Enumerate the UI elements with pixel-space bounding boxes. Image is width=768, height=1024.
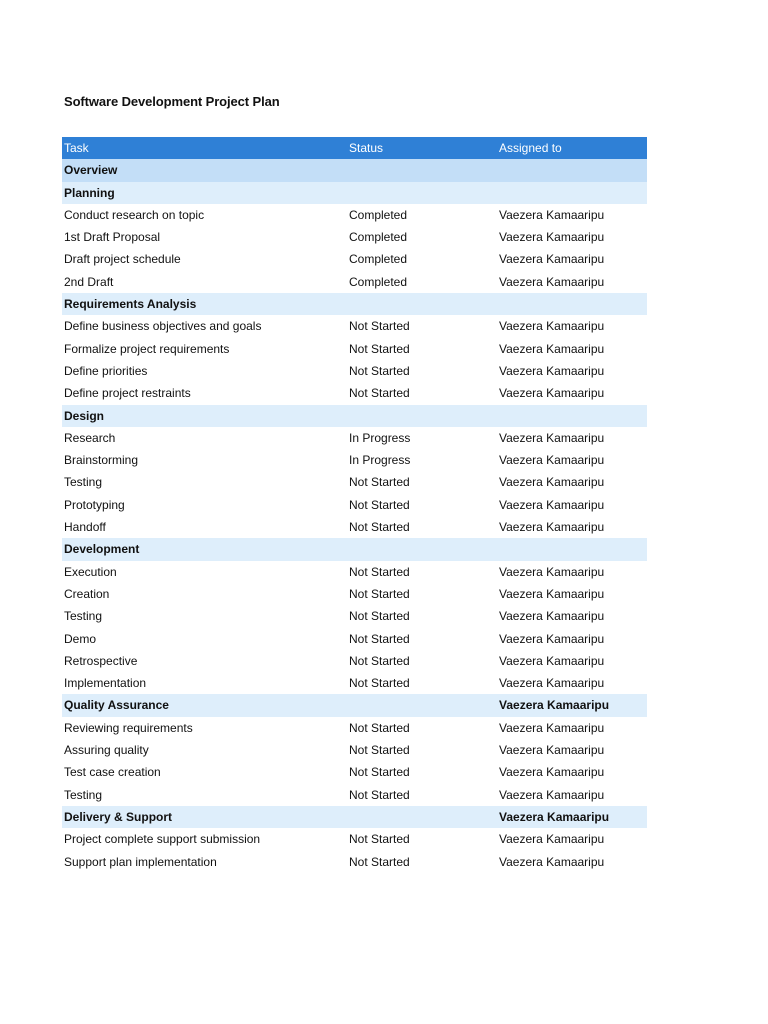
assigned-to-cell: Vaezera Kamaaripu [499, 854, 605, 869]
header-assigned-to: Assigned to [499, 141, 562, 155]
task-cell: Research [64, 430, 116, 445]
table-row [62, 427, 647, 449]
task-cell: Assuring quality [64, 743, 149, 758]
status-cell: Completed [349, 207, 408, 222]
table-row [62, 784, 647, 806]
task-cell: Handoff [64, 520, 106, 535]
status-cell: Not Started [349, 765, 410, 780]
status-cell: Completed [349, 230, 408, 245]
status-cell: Not Started [349, 497, 410, 512]
table-row [62, 561, 647, 583]
task-cell: Development [64, 542, 140, 557]
task-cell: 1st Draft Proposal [64, 230, 161, 245]
assigned-to-cell: Vaezera Kamaaripu [499, 207, 605, 222]
assigned-to-cell: Vaezera Kamaaripu [499, 809, 610, 824]
task-cell: Project complete support submission [64, 832, 261, 847]
task-cell: Formalize project requirements [64, 341, 230, 356]
section-row [62, 293, 647, 315]
section-row [62, 405, 647, 427]
status-cell: Not Started [349, 787, 410, 802]
table-row [62, 739, 647, 761]
table-row [62, 449, 647, 471]
status-cell: Not Started [349, 475, 410, 490]
table-body [62, 159, 647, 873]
task-cell: Testing [64, 787, 103, 802]
task-cell: Creation [64, 586, 110, 601]
table-header-row [62, 137, 647, 159]
section-row [62, 182, 647, 204]
task-cell: Define business objectives and goals [64, 319, 262, 334]
status-cell: Not Started [349, 386, 410, 401]
task-cell: Requirements Analysis [64, 297, 197, 312]
assigned-to-cell: Vaezera Kamaaripu [499, 453, 605, 468]
status-cell: Not Started [349, 520, 410, 535]
task-cell: Test case creation [64, 765, 161, 780]
section-row [62, 694, 647, 716]
task-cell: Quality Assurance [64, 698, 169, 713]
task-cell: Support plan implementation [64, 854, 217, 869]
table-row [62, 338, 647, 360]
task-cell: Retrospective [64, 653, 138, 668]
table-row [62, 650, 647, 672]
assigned-to-cell: Vaezera Kamaaripu [499, 631, 605, 646]
status-cell: Completed [349, 252, 408, 267]
section-row [62, 538, 647, 560]
task-cell: Define priorities [64, 363, 148, 378]
assigned-to-cell: Vaezera Kamaaripu [499, 653, 605, 668]
task-cell: Prototyping [64, 497, 125, 512]
task-cell: Testing [64, 475, 103, 490]
table-row [62, 583, 647, 605]
table-row [62, 672, 647, 694]
task-cell: Reviewing requirements [64, 720, 193, 735]
assigned-to-cell: Vaezera Kamaaripu [499, 430, 605, 445]
assigned-to-cell: Vaezera Kamaaripu [499, 274, 605, 289]
status-cell: Not Started [349, 631, 410, 646]
assigned-to-cell: Vaezera Kamaaripu [499, 564, 605, 579]
status-cell: Not Started [349, 854, 410, 869]
status-cell: In Progress [349, 453, 411, 468]
task-cell: Design [64, 408, 105, 423]
assigned-to-cell: Vaezera Kamaaripu [499, 743, 605, 758]
table-row [62, 204, 647, 226]
assigned-to-cell: Vaezera Kamaaripu [499, 252, 605, 267]
task-cell: Planning [64, 185, 115, 200]
assigned-to-cell: Vaezera Kamaaripu [499, 832, 605, 847]
assigned-to-cell: Vaezera Kamaaripu [499, 765, 605, 780]
assigned-to-cell: Vaezera Kamaaripu [499, 363, 605, 378]
status-cell: Not Started [349, 653, 410, 668]
table-row [62, 315, 647, 337]
status-cell: In Progress [349, 430, 411, 445]
task-cell: Brainstorming [64, 453, 139, 468]
header-status: Status [349, 141, 384, 155]
task-cell: Demo [64, 631, 97, 646]
assigned-to-cell: Vaezera Kamaaripu [499, 787, 605, 802]
assigned-to-cell: Vaezera Kamaaripu [499, 386, 605, 401]
table-row [62, 628, 647, 650]
table-row [62, 271, 647, 293]
status-cell: Not Started [349, 743, 410, 758]
status-cell: Not Started [349, 319, 410, 334]
table-row [62, 360, 647, 382]
project-plan-table [62, 137, 647, 873]
assigned-to-cell: Vaezera Kamaaripu [499, 341, 605, 356]
table-row [62, 226, 647, 248]
assigned-to-cell: Vaezera Kamaaripu [499, 497, 605, 512]
table-row [62, 828, 647, 850]
status-cell: Not Started [349, 609, 410, 624]
assigned-to-cell: Vaezera Kamaaripu [499, 586, 605, 601]
task-cell: Implementation [64, 676, 147, 691]
table-row [62, 761, 647, 783]
status-cell: Not Started [349, 341, 410, 356]
table-row [62, 471, 647, 493]
table-row [62, 248, 647, 270]
status-cell: Not Started [349, 586, 410, 601]
status-cell: Not Started [349, 720, 410, 735]
assigned-to-cell: Vaezera Kamaaripu [499, 676, 605, 691]
task-cell: Draft project schedule [64, 252, 181, 267]
table-row [62, 851, 647, 873]
task-cell: Overview [64, 163, 118, 178]
task-cell: 2nd Draft [64, 274, 114, 289]
section-row [62, 159, 647, 181]
status-cell: Not Started [349, 564, 410, 579]
section-row [62, 806, 647, 828]
task-cell: Delivery & Support [64, 809, 173, 824]
assigned-to-cell: Vaezera Kamaaripu [499, 720, 605, 735]
status-cell: Not Started [349, 832, 410, 847]
task-cell: Conduct research on topic [64, 207, 205, 222]
status-cell: Completed [349, 274, 408, 289]
status-cell: Not Started [349, 676, 410, 691]
task-cell: Execution [64, 564, 117, 579]
table-row [62, 494, 647, 516]
table-row [62, 382, 647, 404]
assigned-to-cell: Vaezera Kamaaripu [499, 230, 605, 245]
status-cell: Not Started [349, 363, 410, 378]
header-task: Task [64, 141, 89, 155]
assigned-to-cell: Vaezera Kamaaripu [499, 319, 605, 334]
task-cell: Define project restraints [64, 386, 191, 401]
task-cell: Testing [64, 609, 103, 624]
assigned-to-cell: Vaezera Kamaaripu [499, 475, 605, 490]
table-row [62, 717, 647, 739]
assigned-to-cell: Vaezera Kamaaripu [499, 609, 605, 624]
document-title: Software Development Project Plan [64, 94, 280, 109]
table-row [62, 516, 647, 538]
assigned-to-cell: Vaezera Kamaaripu [499, 698, 610, 713]
table-row [62, 605, 647, 627]
assigned-to-cell: Vaezera Kamaaripu [499, 520, 605, 535]
